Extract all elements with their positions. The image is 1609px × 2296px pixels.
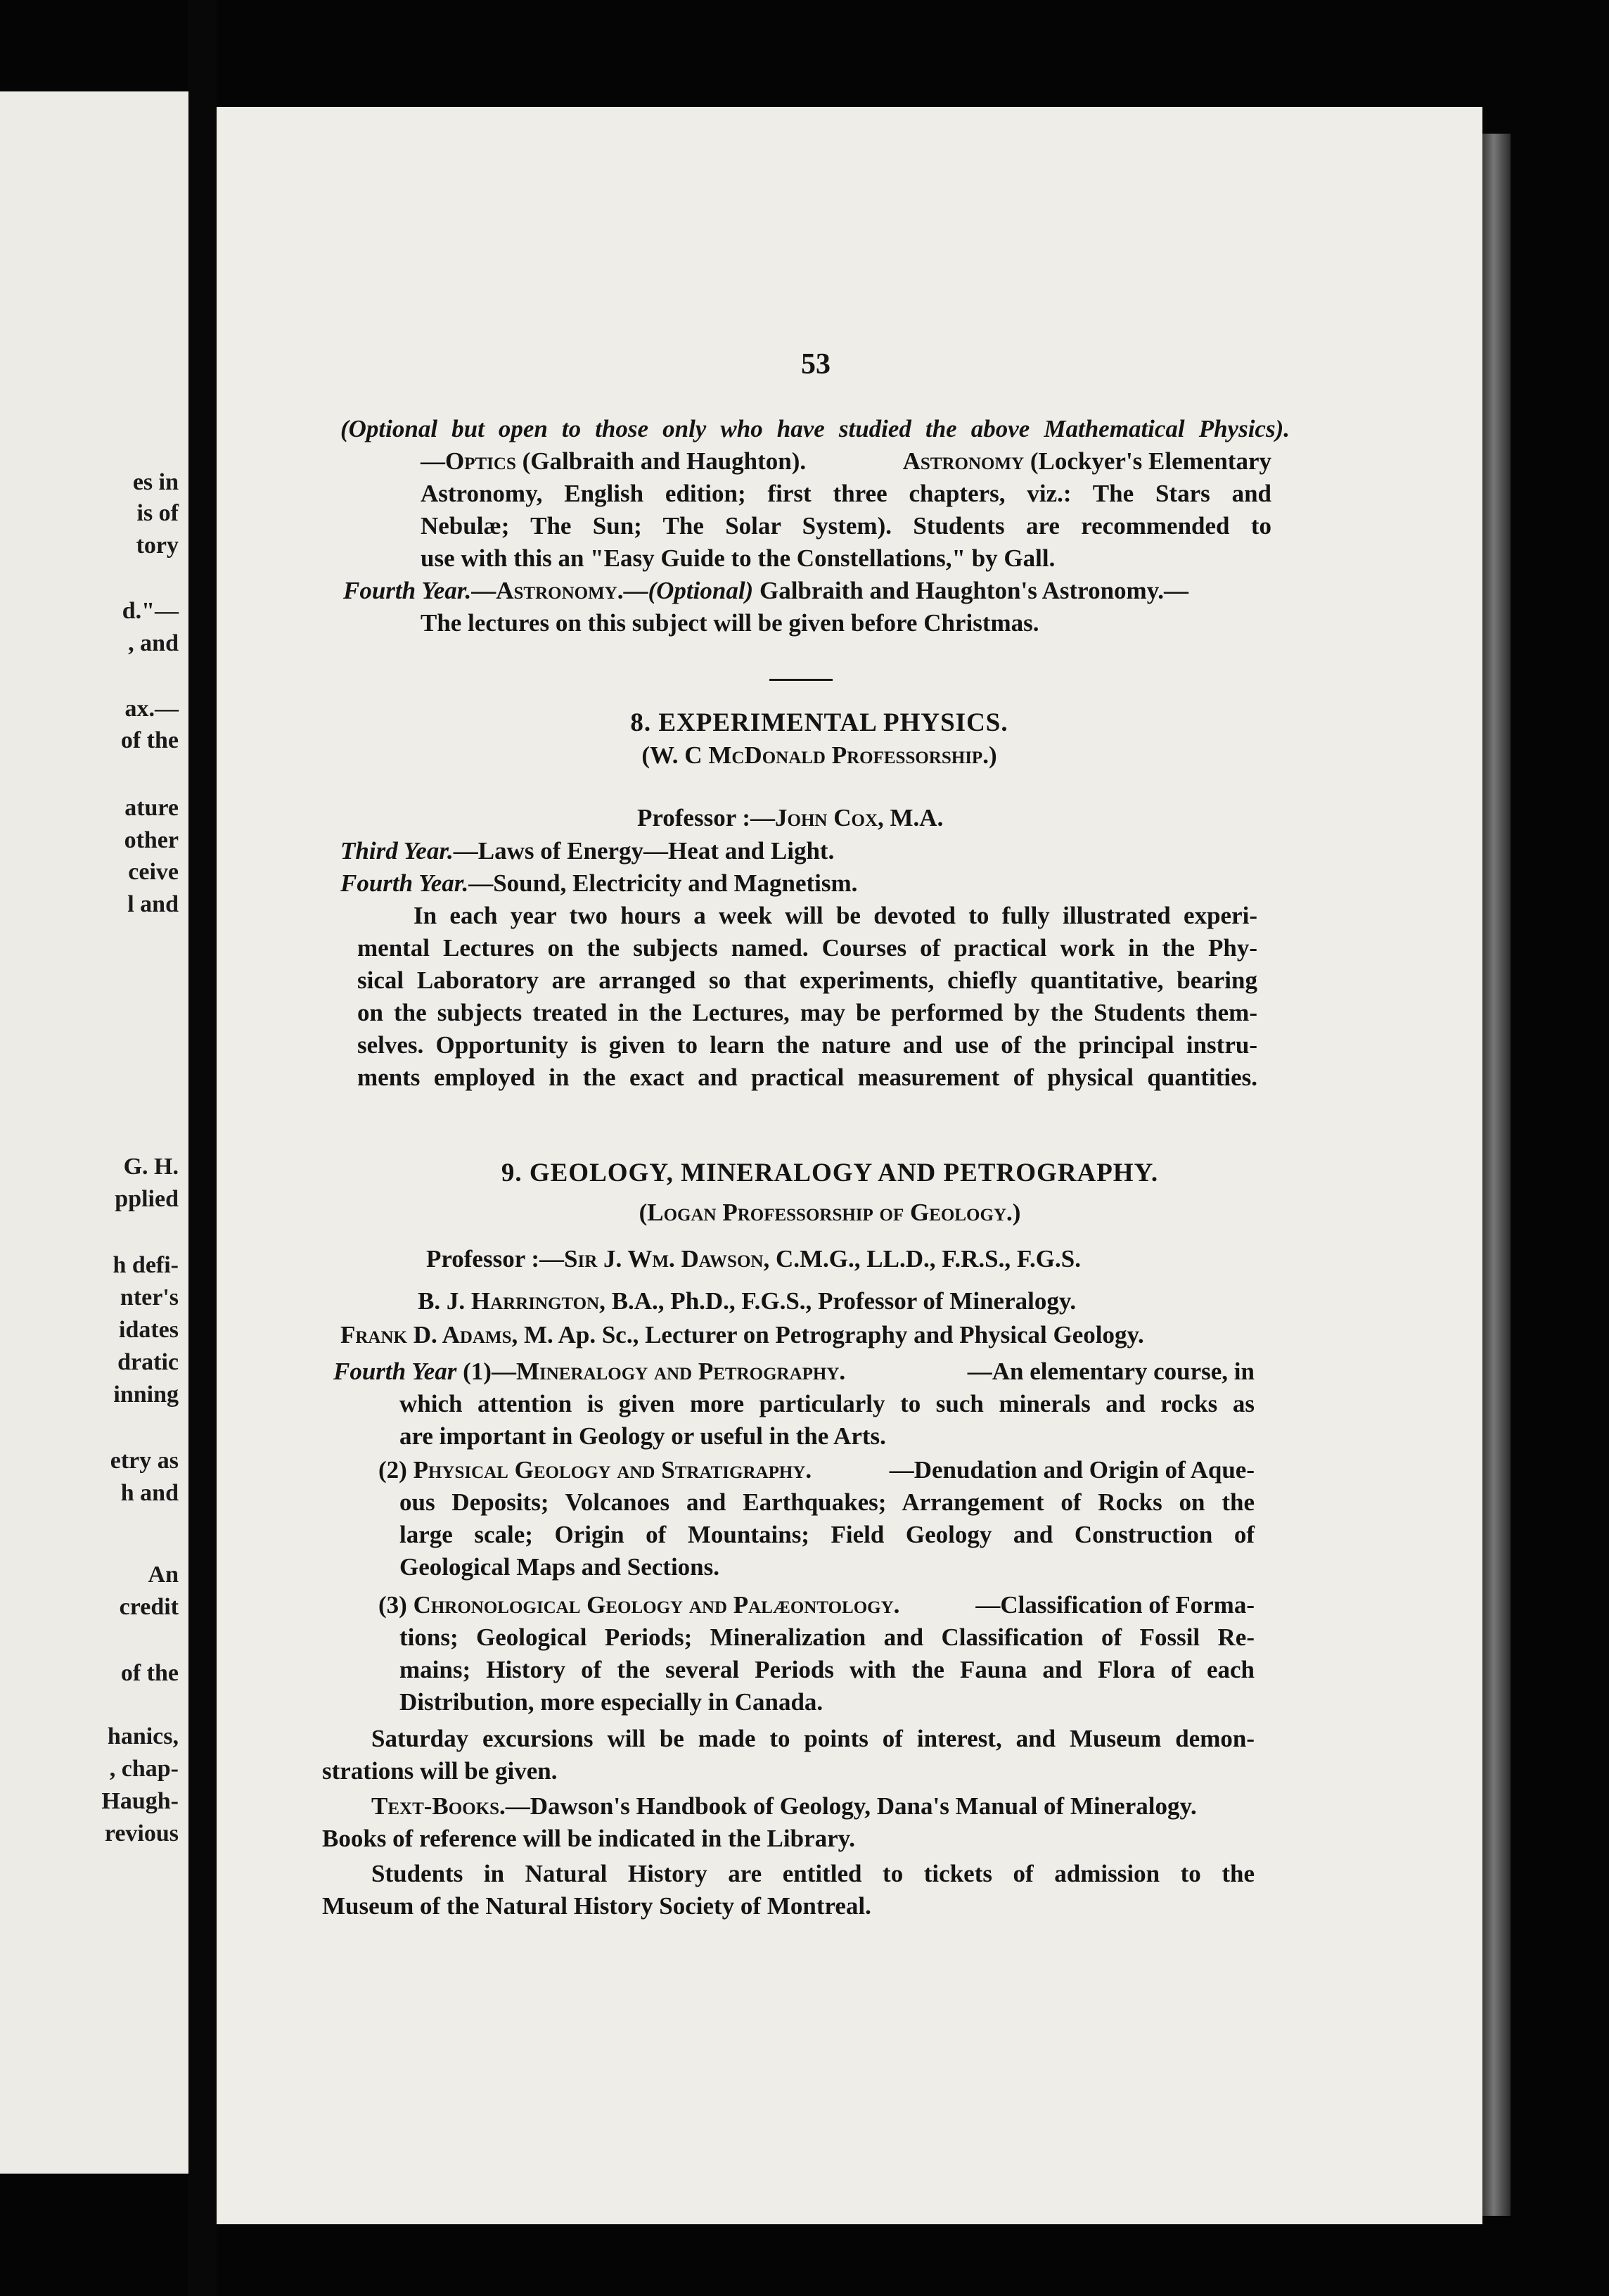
left-fragment: credit [119, 1594, 179, 1620]
left-fragment: idates [119, 1317, 179, 1343]
year-label: Fourth Year [333, 1358, 457, 1385]
textbooks-label: Text-Books. [371, 1792, 506, 1820]
geology-item-3-line: Distribution, more especially in Canada. [399, 1688, 823, 1716]
item-number: (2) [378, 1456, 407, 1484]
left-fragment: l and [127, 891, 179, 917]
geology-item-1-line: are important in Geology or useful in the Arts. [399, 1422, 886, 1450]
geology-item-3-line: mains; History of the several Periods with the Fauna and Flora of each [399, 1656, 1255, 1683]
optics-authors: (Galbraith and Haughton). [522, 447, 807, 475]
optional-note: (Optional but open to those only who have studied the above Mathematical Physics). [340, 415, 1290, 442]
left-fragment: , chap- [109, 1756, 179, 1782]
item-text: —Classification of Forma- [975, 1591, 1255, 1619]
book-gutter [188, 0, 217, 2296]
professor-label: Professor :— [426, 1245, 565, 1273]
geology-lecturer [340, 1321, 1144, 1349]
item-number: (3) [378, 1591, 407, 1619]
course-text: —Laws of Energy—Heat and Light. [453, 837, 835, 865]
left-fragment: , and [128, 630, 179, 656]
left-fragment: etry as [110, 1448, 179, 1474]
textbooks-line [371, 1792, 1255, 1820]
professor-titles: B.A., Ph.D., F.G.S., Professor of Mineralogy. [611, 1287, 1077, 1315]
page-number: 53 [801, 348, 831, 381]
geology-professor-2 [418, 1287, 1076, 1315]
left-fragment: An [148, 1562, 179, 1588]
item-text: —An elementary course, in [967, 1358, 1255, 1385]
left-fragment: ceive [128, 859, 179, 885]
left-fragment: d."— [122, 598, 179, 624]
lectures-note: The lectures on this subject will be given before Christmas. [421, 609, 1039, 637]
optics-line-4: use with this an "Easy Guide to the Constellations," by Gall. [421, 544, 1056, 572]
left-fragment: of the [120, 727, 179, 753]
geology-professor-1 [426, 1245, 1081, 1273]
optional-label: (Optional) [648, 577, 754, 604]
course-text: —Sound, Electricity and Magnetism. [468, 869, 858, 897]
section-9-heading: 9. GEOLOGY, MINERALOGY AND PETROGRAPHY. [501, 1159, 1159, 1187]
left-fragment: h defi- [113, 1252, 179, 1278]
left-fragment: nter's [120, 1284, 179, 1310]
physics-paragraph-line: mental Lectures on the subjects named. Courses of practical work in the Phy- [357, 934, 1257, 962]
left-fragment: pplied [115, 1186, 179, 1212]
excursions-line: strations will be given. [322, 1757, 558, 1785]
astronomy-course: —Astronomy.— [471, 577, 648, 604]
left-fragment: G. H. [123, 1154, 179, 1180]
professor-name: B. J. Harrington, [418, 1287, 605, 1315]
lecturer-titles: M. Ap. Sc., Lecturer on Petrography and Physical Geology. [523, 1321, 1144, 1348]
optics-line-2: Astronomy, English edition; first three chapters, viz.: The Stars and [421, 480, 1271, 507]
left-fragment: h and [120, 1480, 179, 1506]
left-fragment: is of [136, 500, 179, 526]
geology-item-3 [378, 1591, 1255, 1619]
professor-name: John Cox, M.A. [775, 804, 944, 831]
physics-paragraph-line: sical Laboratory are arranged so that experiments, chiefly quantitative, bearing [357, 967, 1257, 994]
professor-label: Professor :— [637, 804, 776, 831]
physics-paragraph-line: In each year two hours a week will be devoted to fully illustrated experi- [414, 902, 1257, 929]
geology-item-1-line: which attention is given more particularly to such minerals and rocks as [399, 1390, 1255, 1417]
section-divider [769, 679, 833, 681]
fourth-year-astronomy [343, 577, 1271, 605]
geology-item-2-line: Geological Maps and Sections. [399, 1553, 720, 1581]
left-fragment: ature [124, 795, 179, 821]
geology-item-2 [378, 1456, 1255, 1484]
left-fragment: tory [136, 532, 179, 559]
geology-item-3-line: tions; Geological Periods; Mineralization and Classification of Fossil Re- [399, 1624, 1255, 1651]
astronomy-title: Astronomy [902, 447, 1025, 475]
astronomy-reference: (Lockyer's Elementary [1030, 447, 1271, 475]
fourth-year-physics [340, 869, 857, 898]
left-fragment: other [124, 827, 179, 853]
geology-item-2-line: large scale; Origin of Mountains; Field Geology and Construction of [399, 1521, 1255, 1548]
item-text: —Denudation and Origin of Aque- [889, 1456, 1255, 1484]
geology-item-2-line: ous Deposits; Volcanoes and Earthquakes; Arrangement of Rocks on the [399, 1488, 1255, 1516]
physics-paragraph-line: on the subjects treated in the Lectures, may be performed by the Students them- [357, 999, 1257, 1026]
year-label: Third Year. [340, 837, 454, 865]
section-9-subheading: (Logan Professorship of Geology.) [639, 1199, 1021, 1226]
optics-line-1 [421, 447, 1271, 476]
item-title: Mineralogy and Petrography. [515, 1358, 846, 1385]
students-line: Students in Natural History are entitled to tickets of admission to the [371, 1860, 1255, 1887]
section-8-subheading: (W. C McDonald Professorship.) [641, 741, 997, 769]
third-year-physics [340, 837, 834, 865]
physics-paragraph-line: selves. Opportunity is given to learn the nature and use of the principal instru- [357, 1031, 1257, 1059]
left-fragment: dratic [117, 1349, 179, 1375]
item-title: Physical Geology and Stratigraphy. [413, 1456, 812, 1484]
left-fragment: of the [120, 1660, 179, 1686]
left-fragment: Haugh- [101, 1788, 179, 1814]
students-line: Museum of the Natural History Society of Montreal. [322, 1892, 871, 1920]
left-fragment: hanics, [107, 1723, 179, 1749]
item-title: Chronological Geology and Palæontology. [413, 1591, 900, 1619]
physics-paragraph-line: ments employed in the exact and practical measurement of physical quantities. [357, 1064, 1257, 1091]
professor-titles: C.M.G., LL.D., F.R.S., F.G.S. [775, 1245, 1081, 1273]
left-fragment: es in [132, 469, 179, 495]
textbooks-text: —Dawson's Handbook of Geology, Dana's Manual of Mineralogy. [505, 1792, 1197, 1820]
optics-line-3: Nebulæ; The Sun; The Solar System). Students are recommended to [421, 512, 1271, 540]
section-8-professor [637, 804, 943, 832]
optics-title: —Optics [421, 447, 516, 475]
reference-line: Books of reference will be indicated in the Library. [322, 1825, 855, 1852]
section-8-heading: 8. EXPERIMENTAL PHYSICS. [630, 708, 1008, 737]
excursions-line: Saturday excursions will be made to points of interest, and Museum demon- [371, 1725, 1255, 1752]
left-fragment: revious [104, 1820, 179, 1847]
year-label: Fourth Year. [340, 869, 469, 897]
left-fragment: ax.— [124, 696, 179, 722]
geology-item-1 [333, 1358, 1255, 1386]
item-number: (1)— [463, 1358, 516, 1385]
left-page-fragment [0, 91, 193, 2174]
page-edge-stack [1482, 134, 1511, 2216]
astronomy-text: Galbraith and Haughton's Astronomy.— [759, 577, 1189, 604]
lecturer-name: Frank D. Adams, [340, 1321, 518, 1348]
left-fragment: inning [113, 1382, 179, 1408]
year-label: Fourth Year. [343, 577, 472, 604]
professor-name: Sir J. Wm. Dawson, [564, 1245, 770, 1273]
